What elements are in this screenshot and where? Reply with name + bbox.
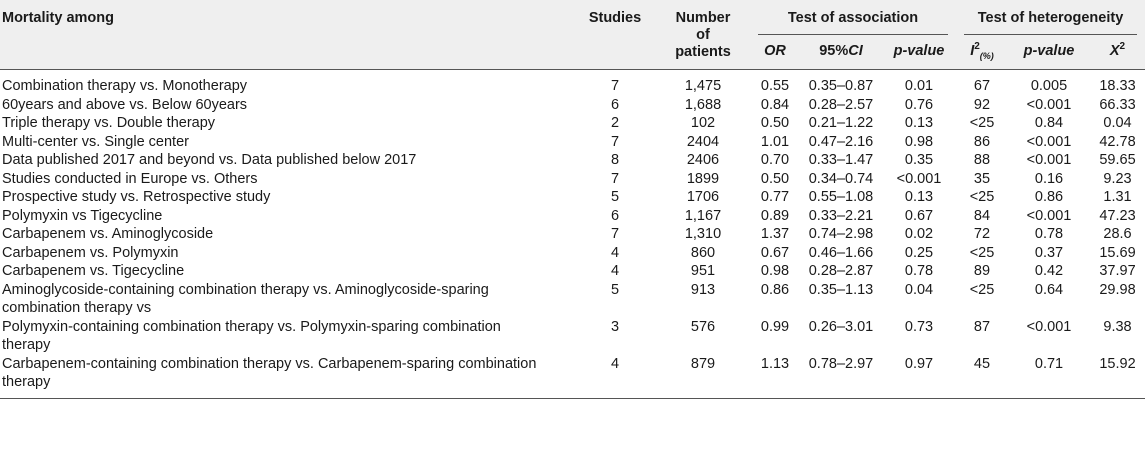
table-bottom-rule-cell xyxy=(0,392,1145,399)
header-or: OR xyxy=(764,43,786,59)
cell-p: 0.73 xyxy=(904,318,934,335)
table-row xyxy=(0,207,1145,226)
row-label xyxy=(0,318,574,355)
cell-p2: 0.71 xyxy=(1034,355,1064,372)
cell-patients: 102 xyxy=(690,115,716,131)
cell-or: 1.01 xyxy=(760,133,790,150)
header-i2-sub: (%) xyxy=(979,50,994,61)
cell-p: 0.13 xyxy=(904,189,934,205)
cell-i2: <25 xyxy=(969,281,995,298)
cell-p2: 0.86 xyxy=(1034,189,1064,205)
row-label-line: Data published 2017 and beyond vs. Data published below 2017 xyxy=(2,152,417,168)
cell-or: 0.84 xyxy=(760,96,790,113)
cell-or: 0.50 xyxy=(760,115,790,131)
table-row xyxy=(0,244,1145,263)
row-label-line: Carbapenem vs. Tigecycline xyxy=(2,263,185,279)
cell-studies: 8 xyxy=(610,152,620,168)
table-row xyxy=(0,170,1145,189)
row-label-line: Polymyxin vs Tigecycline xyxy=(2,207,163,224)
row-label-line: Combination therapy vs. Monotherapy xyxy=(2,78,248,94)
row-label xyxy=(0,225,574,244)
cell-i2: 45 xyxy=(973,355,991,372)
header-i2 xyxy=(956,35,1008,69)
header-i2-sup: 2 xyxy=(974,41,980,53)
header-group-association xyxy=(750,0,956,35)
cell-studies: 7 xyxy=(610,170,620,187)
cell-ci: 0.35–0.87 xyxy=(808,78,874,94)
row-label xyxy=(0,170,574,189)
row-label xyxy=(0,262,574,281)
cell-p: <0.001 xyxy=(896,170,942,187)
cell-ci: 0.35–1.13 xyxy=(808,281,874,298)
cell-or: 0.98 xyxy=(760,263,790,279)
cell-x2: 66.33 xyxy=(1099,96,1136,113)
cell-patients: 1706 xyxy=(686,189,720,205)
header-pvalue2: p-value xyxy=(1023,43,1075,59)
cell-patients: 879 xyxy=(690,355,716,372)
cell-ci: 0.47–2.16 xyxy=(808,133,874,150)
row-label-line: Aminoglycoside-containing combination therapy vs. Aminoglycoside-sparing xyxy=(2,281,489,298)
header-x2-sup: 2 xyxy=(1119,41,1126,53)
cell-x2: 28.6 xyxy=(1103,226,1132,242)
header-x2-base: X xyxy=(1109,43,1120,59)
cell-i2: <25 xyxy=(969,115,995,131)
cell-patients: 1,475 xyxy=(684,78,722,94)
cell-p: 0.76 xyxy=(904,96,934,113)
cell-ci: 0.46–1.66 xyxy=(808,244,874,261)
cell-or: 0.70 xyxy=(760,152,790,168)
table-row xyxy=(0,114,1145,133)
cell-patients: 2406 xyxy=(686,152,720,168)
cell-studies: 5 xyxy=(610,281,620,298)
row-label-line: Carbapenem vs. Polymyxin xyxy=(2,244,179,261)
cell-studies: 2 xyxy=(610,115,620,131)
cell-or: 0.77 xyxy=(760,189,790,205)
cell-studies: 6 xyxy=(610,96,620,113)
row-label xyxy=(0,281,574,318)
table-row xyxy=(0,96,1145,115)
table-body xyxy=(0,70,1145,399)
cell-p2: <0.001 xyxy=(1026,133,1072,150)
row-label xyxy=(0,188,574,207)
cell-studies: 3 xyxy=(610,318,620,335)
cell-ci: 0.28–2.57 xyxy=(808,96,874,113)
cell-p2: 0.84 xyxy=(1034,115,1064,131)
cell-or: 1.37 xyxy=(760,226,790,242)
cell-studies: 7 xyxy=(610,133,620,150)
cell-p2: <0.001 xyxy=(1026,318,1072,335)
cell-x2: 1.31 xyxy=(1103,189,1132,205)
cell-x2: 0.04 xyxy=(1103,115,1132,131)
row-label-line: 60years and above vs. Below 60years xyxy=(2,96,248,113)
cell-or: 0.99 xyxy=(760,318,790,335)
cell-patients: 951 xyxy=(690,263,716,279)
cell-or: 0.86 xyxy=(760,281,790,298)
cell-ci: 0.21–1.22 xyxy=(808,115,874,131)
cell-i2: 87 xyxy=(973,318,991,335)
header-mortality: Mortality among xyxy=(2,10,114,26)
header-patients-line1: Number xyxy=(675,10,731,26)
cell-p: 0.97 xyxy=(904,355,934,372)
row-label-line: Multi-center vs. Single center xyxy=(2,133,189,150)
cell-x2: 9.38 xyxy=(1103,318,1132,335)
row-label-line: Polymyxin-containing combination therapy vs. Polymyxin-sparing combination xyxy=(2,318,501,335)
cell-or: 0.55 xyxy=(760,78,790,94)
cell-i2: 92 xyxy=(973,96,991,113)
cell-p: 0.04 xyxy=(904,281,934,298)
cell-p2: 0.005 xyxy=(1030,78,1068,94)
cell-studies: 4 xyxy=(610,355,620,372)
cell-studies: 5 xyxy=(610,189,620,205)
cell-p2: <0.001 xyxy=(1026,207,1072,224)
cell-p: 0.78 xyxy=(904,263,934,279)
cell-ci: 0.28–2.87 xyxy=(808,263,874,279)
row-label-line: Triple therapy vs. Double therapy xyxy=(2,115,216,131)
cell-studies: 4 xyxy=(610,263,620,279)
row-label-line: Carbapenem-containing combination therapy vs. Carbapenem-sparing combination xyxy=(2,355,537,372)
table-row xyxy=(0,188,1145,207)
cell-p: 0.01 xyxy=(904,78,934,94)
cell-i2: 86 xyxy=(973,133,991,150)
header-patients-line2: of xyxy=(696,27,710,43)
cell-or: 0.89 xyxy=(760,207,790,224)
cell-studies: 7 xyxy=(610,78,620,94)
cell-p2: 0.16 xyxy=(1034,170,1064,187)
header-group-heterogeneity xyxy=(956,0,1145,35)
row-label xyxy=(0,355,574,392)
cell-studies: 4 xyxy=(610,244,620,261)
cell-or: 0.50 xyxy=(760,170,790,187)
cell-or: 0.67 xyxy=(760,244,790,261)
row-label-line: therapy xyxy=(2,374,51,390)
cell-patients: 1,167 xyxy=(684,207,722,224)
cell-i2: 89 xyxy=(973,263,991,279)
cell-x2: 42.78 xyxy=(1099,133,1136,150)
cell-p2: <0.001 xyxy=(1026,96,1072,113)
table-header xyxy=(0,0,1145,70)
cell-patients: 1899 xyxy=(686,170,720,187)
row-label-line: Carbapenem vs. Aminoglycoside xyxy=(2,226,214,242)
cell-p2: <0.001 xyxy=(1026,152,1072,168)
cell-ci: 0.34–0.74 xyxy=(808,170,874,187)
cell-i2: 35 xyxy=(973,170,991,187)
header-studies: Studies xyxy=(588,10,642,26)
row-label-line: combination therapy vs xyxy=(2,300,152,316)
cell-p2: 0.78 xyxy=(1034,226,1064,242)
row-label-line: Prospective study vs. Retrospective study xyxy=(2,189,271,205)
cell-i2: <25 xyxy=(969,244,995,261)
row-label-line: therapy xyxy=(2,337,51,353)
header-group-association-label: Test of association xyxy=(787,10,919,26)
cell-p: 0.02 xyxy=(904,226,934,242)
cell-patients: 1,310 xyxy=(684,226,722,242)
cell-x2: 18.33 xyxy=(1099,78,1136,94)
table-bottom-rule xyxy=(0,392,1145,399)
header-ci xyxy=(800,35,882,69)
table-row xyxy=(0,318,1145,355)
header-patients xyxy=(656,0,750,69)
cell-x2: 15.69 xyxy=(1099,244,1136,261)
cell-p: 0.25 xyxy=(904,244,934,261)
header-ci-prefix: 95% xyxy=(819,43,849,59)
cell-ci: 0.78–2.97 xyxy=(808,355,874,372)
cell-i2: 84 xyxy=(973,207,991,224)
row-label xyxy=(0,207,574,226)
table-row xyxy=(0,133,1145,152)
cell-x2: 15.92 xyxy=(1099,355,1136,372)
cell-ci: 0.26–3.01 xyxy=(808,318,874,335)
cell-i2: 67 xyxy=(973,78,991,94)
cell-patients: 860 xyxy=(690,244,716,261)
cell-i2: <25 xyxy=(969,189,995,205)
cell-p: 0.98 xyxy=(904,133,934,150)
cell-patients: 1,688 xyxy=(684,96,722,113)
cell-patients: 913 xyxy=(690,281,716,298)
header-x2 xyxy=(1090,35,1145,69)
row-label xyxy=(0,133,574,152)
header-ci-italic: CI xyxy=(848,43,863,59)
header-patients-line3: patients xyxy=(675,44,731,60)
cell-x2: 37.97 xyxy=(1099,263,1136,279)
row-label xyxy=(0,151,574,170)
cell-i2: 88 xyxy=(973,152,991,168)
cell-p2: 0.37 xyxy=(1034,244,1064,261)
table-row xyxy=(0,70,1145,96)
table-row xyxy=(0,225,1145,244)
cell-ci: 0.33–2.21 xyxy=(808,207,874,224)
cell-p2: 0.42 xyxy=(1034,263,1064,279)
cell-x2: 59.65 xyxy=(1099,152,1136,168)
table-row xyxy=(0,281,1145,318)
cell-x2: 9.23 xyxy=(1103,170,1132,187)
row-label xyxy=(0,114,574,133)
table-row xyxy=(0,262,1145,281)
cell-patients: 576 xyxy=(690,318,716,335)
cell-x2: 47.23 xyxy=(1099,207,1136,224)
cell-ci: 0.74–2.98 xyxy=(808,226,874,242)
cell-p: 0.13 xyxy=(904,115,934,131)
cell-studies: 7 xyxy=(610,226,620,242)
cell-patients: 2404 xyxy=(686,133,720,150)
table-row xyxy=(0,151,1145,170)
cell-p: 0.35 xyxy=(904,152,934,168)
row-label xyxy=(0,70,574,96)
table-row xyxy=(0,355,1145,392)
row-label-line: Studies conducted in Europe vs. Others xyxy=(2,170,258,187)
row-label xyxy=(0,96,574,115)
cell-i2: 72 xyxy=(973,226,991,242)
cell-p2: 0.64 xyxy=(1034,281,1064,298)
cell-ci: 0.55–1.08 xyxy=(808,189,874,205)
header-pvalue: p-value xyxy=(893,43,945,59)
cell-p: 0.67 xyxy=(904,207,934,224)
row-label xyxy=(0,244,574,263)
cell-ci: 0.33–1.47 xyxy=(808,152,874,168)
cell-studies: 6 xyxy=(610,207,620,224)
cell-x2: 29.98 xyxy=(1099,281,1136,298)
cell-or: 1.13 xyxy=(760,355,790,372)
header-i2-base: I xyxy=(970,43,975,59)
header-group-heterogeneity-label: Test of heterogeneity xyxy=(977,10,1124,26)
